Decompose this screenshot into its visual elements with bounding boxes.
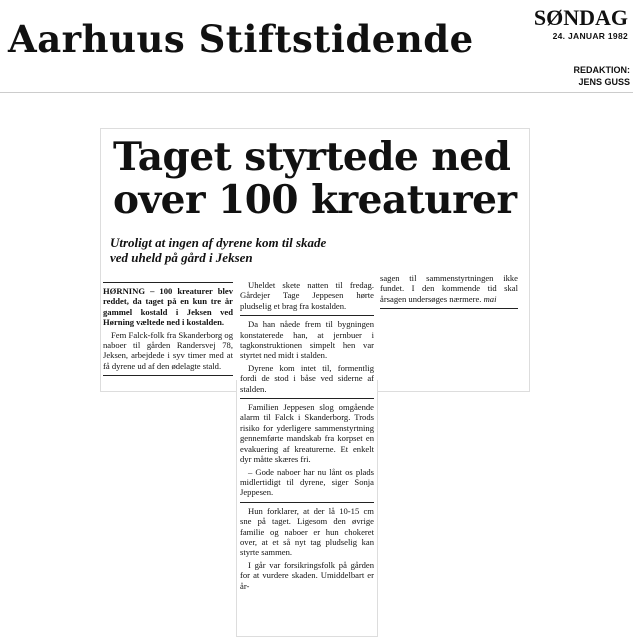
article-paragraph: Da han nåede frem til bygningen konstaterede han, at jernbuer i tagkonstruktionen simpelt hen var styrtet ned midt i stalden. [240, 319, 374, 361]
article-paragraph [380, 273, 518, 304]
article-closing-text: sagen til sammenstyrtningen ikke fundet. I den kommende tid skal årsagen undersøges nærmere. [380, 273, 518, 304]
editor-name: JENS GUSS [578, 77, 630, 87]
article-subhead [110, 235, 410, 265]
masthead-day: SØNDAG [533, 5, 628, 30]
article-paragraph: Familien Jeppesen slog omgående alarm til Falck i Skanderborg. Trods risiko for yderligere sammenstyrtning gennemførte mandskab fra korpset en evakuering af kreaturerne. Et enkelt dyr måtte skæres fri. [240, 402, 374, 465]
masthead-date: 24. JANUAR 1982 [552, 31, 628, 41]
article-paragraph: – Gode naboer har nu lånt os plads midlertidigt til dyrene, siger Sonja Jeppesen. [240, 466, 374, 498]
subhead-line-2: ved uheld på gård i Jeksen [110, 250, 253, 265]
subhead-line-1: Utroligt at ingen af dyrene kom til skade [110, 235, 327, 250]
article-paragraph: Uheldet skete natten til fredag. Gårdejer Tage Jeppesen hørte pludselig et brag fra kostalden. [240, 280, 374, 311]
column-rule [103, 375, 233, 376]
column-rule [240, 398, 374, 399]
column-rule [380, 308, 518, 309]
column-rule [103, 282, 233, 283]
article-column-1 [103, 278, 233, 379]
article-column-3 [380, 273, 518, 312]
article-column-2 [240, 280, 374, 593]
editor-label: REDAKTION: [573, 65, 630, 75]
article-signature: mai [483, 293, 497, 304]
headline-line-2: over 100 kreaturer [113, 177, 517, 223]
article-paragraph: Fem Falck-folk fra Skanderborg og naboer til gården Randersvej 78, Jeksen, arbejdede i syv timer med at få dyrene ud af den ødelagte stald. [103, 329, 233, 371]
column-rule [240, 315, 374, 316]
article-lead: HØRNING – 100 kreaturer blev reddet, da taget på en kun tre år gammel kostald i Jeksen ved Hørning væltede ned i kostalden. [103, 286, 233, 328]
article-paragraph: Hun forklarer, at der lå 10-15 cm sne på taget. Ligesom den øvrige familie og naboer er hun chokeret over, at et så nyt tag pludselig kan styrte sammen. [240, 505, 374, 558]
headline-line-1: Taget styrtede ned [113, 134, 511, 180]
masthead-divider [0, 92, 633, 93]
masthead-editor [548, 64, 630, 88]
newspaper-masthead-title: Aarhuus Stiftstidende [8, 17, 474, 61]
article-paragraph: Dyrene kom intet til, formentlig fordi de stod i båse ved siderne af stalden. [240, 362, 374, 394]
article-headline [113, 136, 523, 222]
article-paragraph: I går var forsikringsfolk på gården for at vurdere skaden. Umiddelbart er år- [240, 559, 374, 591]
column-rule [240, 502, 374, 503]
masthead-dateline [494, 6, 628, 41]
